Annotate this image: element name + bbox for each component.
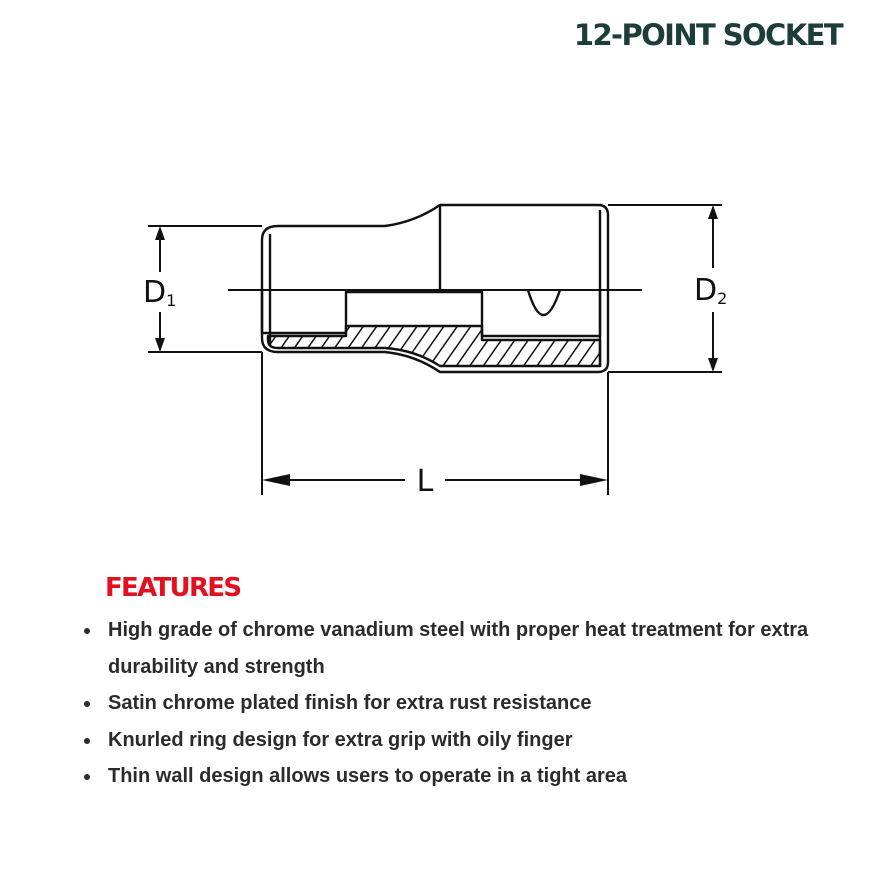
features-heading: FEATURES xyxy=(105,573,241,603)
d1-label xyxy=(143,275,176,310)
d2-subscript: 2 xyxy=(717,289,728,308)
d1-arrow-top xyxy=(155,226,165,240)
features-list xyxy=(82,612,842,795)
feature-item: Thin wall design allows users to operate in a tight area xyxy=(82,758,842,795)
page-title: 12-POINT SOCKET xyxy=(573,18,842,52)
socket-dimension-diagram xyxy=(130,190,740,500)
d1-subscript: 1 xyxy=(166,291,177,310)
socket-detent-curve xyxy=(528,290,560,315)
d2-label xyxy=(694,273,727,308)
d2-arrow-top xyxy=(708,205,718,219)
d2-arrow-bottom xyxy=(708,358,718,372)
feature-item: Satin chrome plated finish for extra rust resistance xyxy=(82,685,842,722)
l-arrow-right xyxy=(580,474,608,486)
l-arrow-left xyxy=(262,474,290,486)
d1-arrow-bottom xyxy=(155,338,165,352)
socket-drawing xyxy=(262,205,608,372)
length-label: L xyxy=(416,464,434,499)
d1-letter: D xyxy=(143,275,167,310)
feature-item: Knurled ring design for extra grip with oily finger xyxy=(82,722,842,759)
d2-letter: D xyxy=(694,273,718,308)
feature-item: High grade of chrome vanadium steel with proper heat treatment for extra durability and strength xyxy=(82,612,842,685)
